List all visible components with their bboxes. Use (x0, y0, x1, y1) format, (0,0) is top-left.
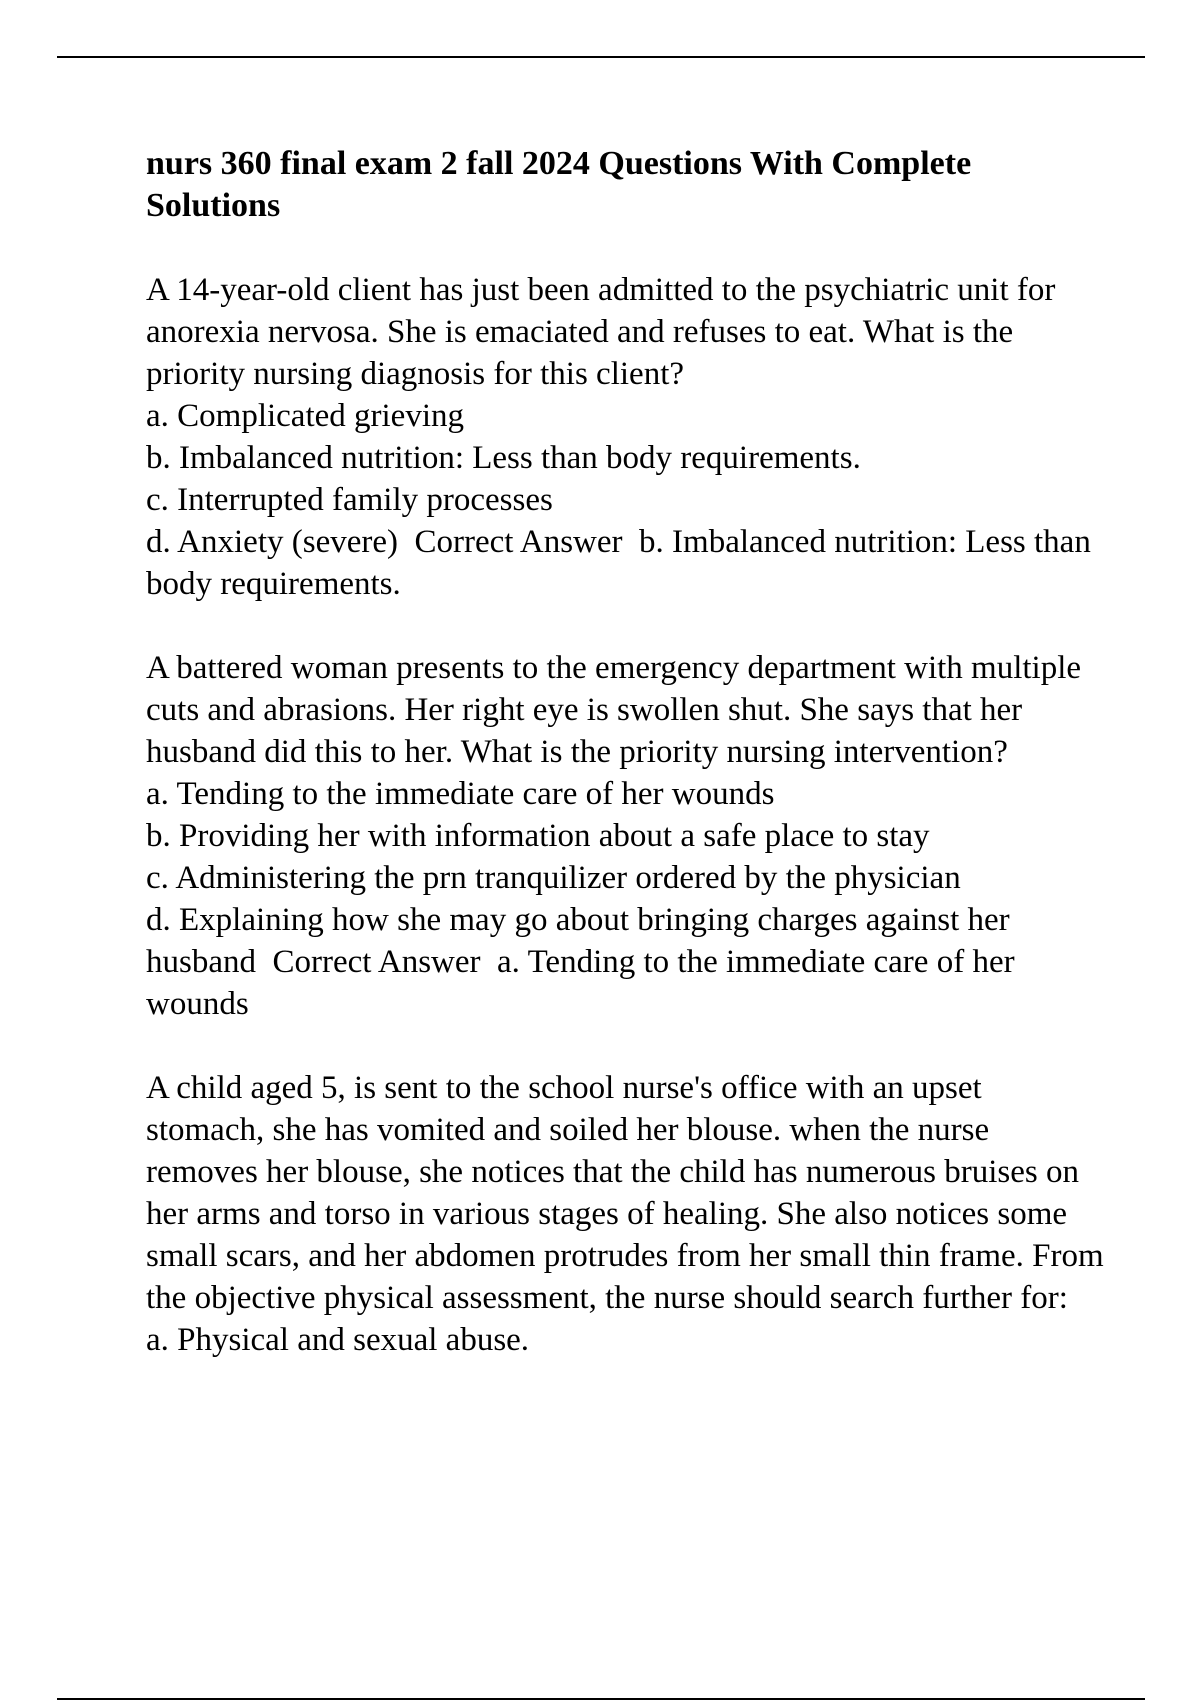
answer-option: b. Imbalanced nutrition: Less than body requirements. (146, 440, 861, 476)
top-rule (57, 56, 1145, 58)
answer-option: a. Complicated grieving (146, 398, 464, 434)
correct-answer-label: Correct Answer (414, 524, 623, 560)
answer-option: a. Physical and sexual abuse. (146, 1322, 530, 1358)
answer-option: c. Interrupted family processes (146, 482, 553, 518)
answer-option: d. Explaining how she may go about bringing charges against her husband (146, 902, 1010, 980)
question-block-3 (146, 1067, 1106, 1361)
question-text: A battered woman presents to the emergency department with multiple cuts and abrasions. Her right eye is swollen shut. She says that her husband did this to her. What is the priority nursing intervention? (146, 650, 1082, 770)
document-title: nurs 360 final exam 2 fall 2024 Questions With Complete Solutions (146, 145, 972, 224)
correct-answer-text: b. Imbalanced nutrition: Less than body requirements. (146, 524, 1091, 602)
question-block-2 (146, 647, 1106, 1025)
answer-option: d. Anxiety (severe) (146, 524, 398, 560)
question-block-1 (146, 269, 1106, 605)
last-option-with-answer (146, 521, 1106, 605)
question-text: A 14-year-old client has just been admitted to the psychiatric unit for anorexia nervosa. She is emaciated and refuses to eat. What is the priority nursing diagnosis for this client? (146, 272, 1056, 392)
answer-option: b. Providing her with information about a safe place to stay (146, 818, 930, 854)
question-text: A child aged 5, is sent to the school nurse's office with an upset stomach, she has vomited and soiled her blouse. when the nurse removes her blouse, she notices that the child has numerous bruises on her arms and torso in various stages of healing. She also notices some small scars, and her abdomen protrudes from her small thin frame. From the objective physical assessment, the nurse should search further for: (146, 1070, 1104, 1316)
answer-option: a. Tending to the immediate care of her wounds (146, 776, 775, 812)
document-body (146, 143, 1106, 1361)
last-option-with-answer (146, 899, 1106, 1025)
answer-option: c. Administering the prn tranquilizer ordered by the physician (146, 860, 961, 896)
correct-answer-label: Correct Answer (272, 944, 481, 980)
correct-answer-text: a. Tending to the immediate care of her wounds (146, 944, 1015, 1022)
